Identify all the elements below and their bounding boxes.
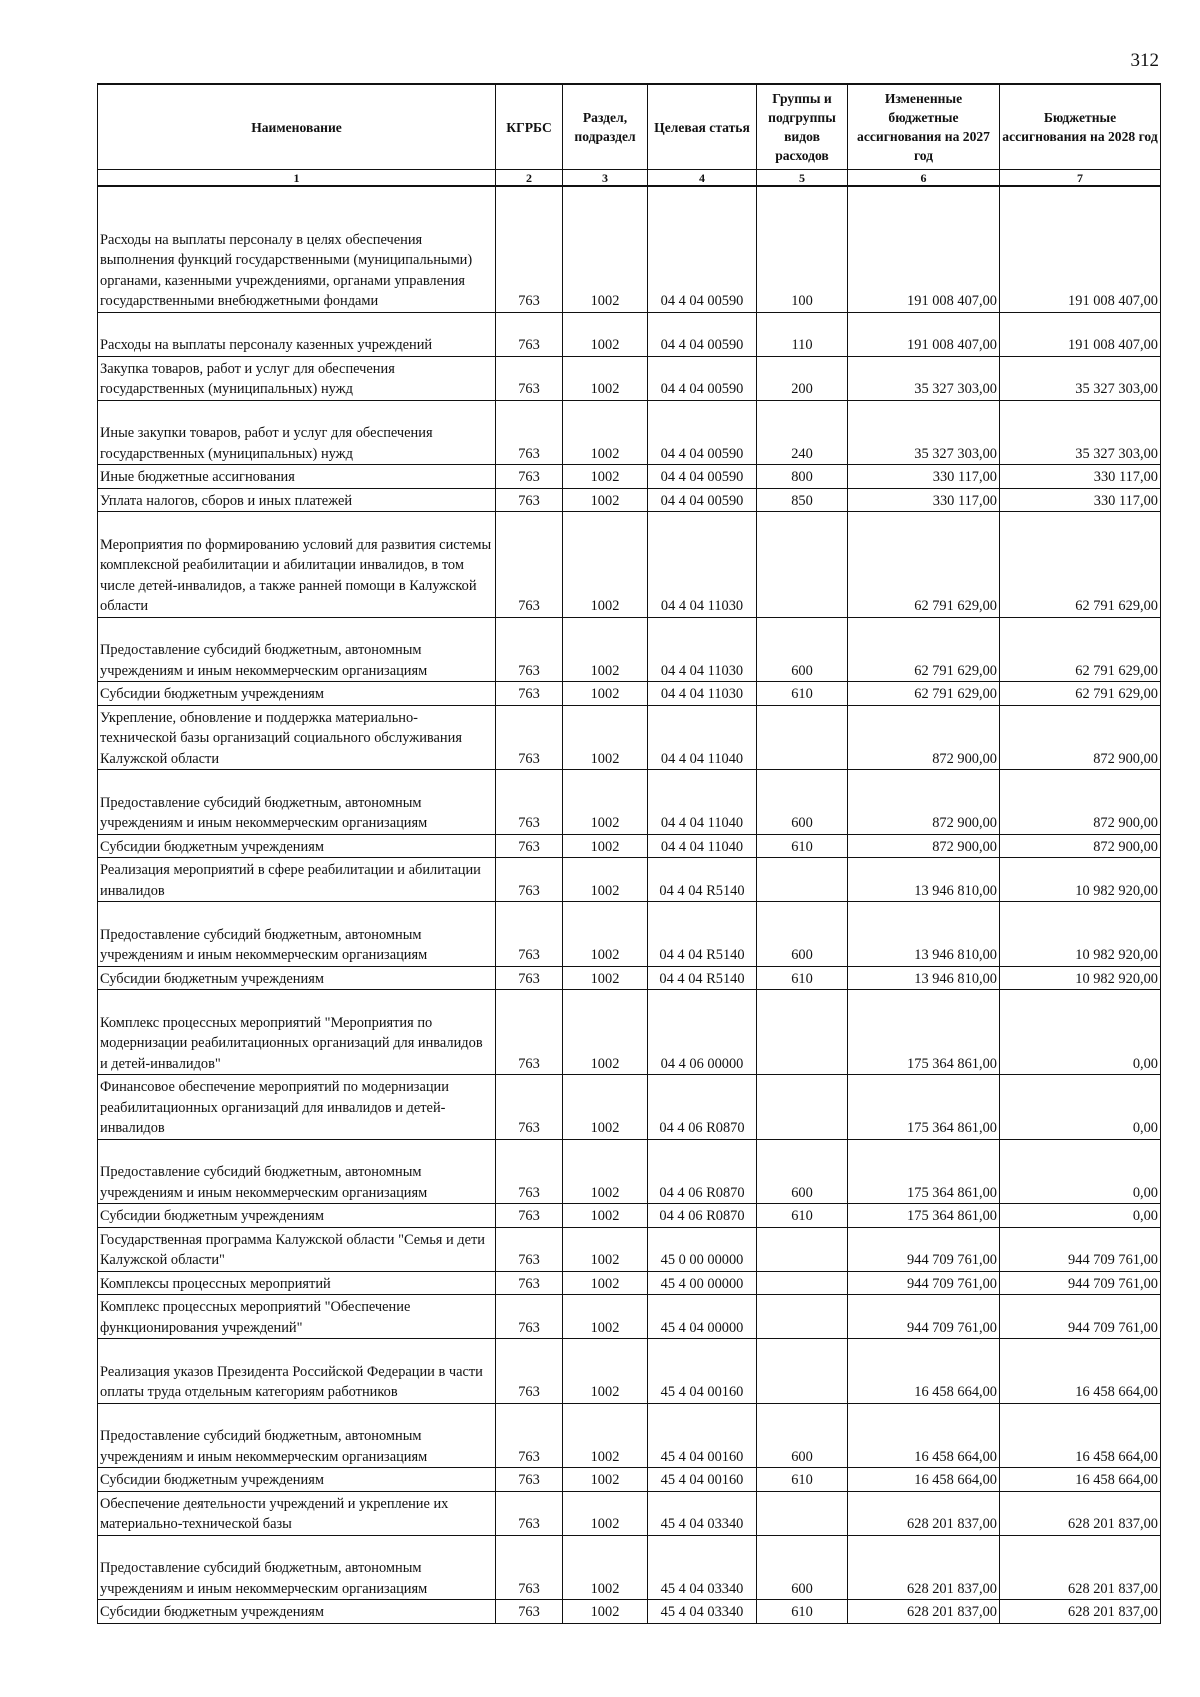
- row-kgrbs: 763: [496, 1468, 563, 1492]
- row-target-article: 45 4 04 03340: [648, 1535, 757, 1600]
- row-name: Уплата налогов, сборов и иных платежей: [98, 488, 496, 512]
- row-expense-group: 610: [757, 1204, 848, 1228]
- row-expense-group: [757, 1075, 848, 1140]
- row-kgrbs: 763: [496, 1227, 563, 1271]
- row-target-article: 04 4 04 11040: [648, 770, 757, 835]
- row-name: Субсидии бюджетным учреждениям: [98, 1204, 496, 1228]
- row-amount-2027: 35 327 303,00: [848, 356, 1000, 400]
- row-name: Комплекс процессных мероприятий "Обеспечение функционирования учреждений": [98, 1295, 496, 1339]
- row-amount-2028: 872 900,00: [1000, 705, 1161, 770]
- header-budget-2028: Бюджетные ассигнования на 2028 год: [1000, 84, 1161, 170]
- row-kgrbs: 763: [496, 1204, 563, 1228]
- row-section: 1002: [563, 902, 648, 967]
- column-number: 3: [563, 170, 648, 187]
- table-row: [98, 1339, 1161, 1404]
- row-section: 1002: [563, 1600, 648, 1624]
- row-name: Предоставление субсидий бюджетным, автономным учреждениям и иным некоммерческим организациям: [98, 770, 496, 835]
- row-section: 1002: [563, 1271, 648, 1295]
- row-amount-2027: 944 709 761,00: [848, 1271, 1000, 1295]
- row-kgrbs: 763: [496, 1403, 563, 1468]
- row-amount-2028: 10 982 920,00: [1000, 966, 1161, 990]
- row-target-article: 04 4 06 R0870: [648, 1204, 757, 1228]
- row-kgrbs: 763: [496, 705, 563, 770]
- row-name: Обеспечение деятельности учреждений и укрепление их материально-технической базы: [98, 1491, 496, 1535]
- page-number: 312: [1130, 50, 1159, 71]
- row-section: 1002: [563, 1295, 648, 1339]
- row-section: 1002: [563, 312, 648, 356]
- row-amount-2028: 16 458 664,00: [1000, 1339, 1161, 1404]
- row-target-article: 45 4 04 00160: [648, 1403, 757, 1468]
- row-expense-group: 600: [757, 770, 848, 835]
- row-section: 1002: [563, 682, 648, 706]
- table-row: [98, 1600, 1161, 1624]
- row-amount-2028: 10 982 920,00: [1000, 858, 1161, 902]
- row-kgrbs: 763: [496, 1339, 563, 1404]
- table-row: [98, 1403, 1161, 1468]
- table-row: [98, 512, 1161, 618]
- row-kgrbs: 763: [496, 1535, 563, 1600]
- row-section: 1002: [563, 858, 648, 902]
- row-section: 1002: [563, 617, 648, 682]
- row-expense-group: 600: [757, 1535, 848, 1600]
- row-expense-group: [757, 1271, 848, 1295]
- row-kgrbs: 763: [496, 834, 563, 858]
- table-row: [98, 312, 1161, 356]
- column-number: 1: [98, 170, 496, 187]
- row-target-article: 04 4 04 11030: [648, 512, 757, 618]
- row-section: 1002: [563, 512, 648, 618]
- table-row: [98, 1295, 1161, 1339]
- row-amount-2027: 944 709 761,00: [848, 1227, 1000, 1271]
- table-row: [98, 1075, 1161, 1140]
- row-name: Предоставление субсидий бюджетным, автономным учреждениям и иным некоммерческим организациям: [98, 1403, 496, 1468]
- row-kgrbs: 763: [496, 966, 563, 990]
- row-expense-group: 110: [757, 312, 848, 356]
- row-expense-group: 610: [757, 1468, 848, 1492]
- row-expense-group: 800: [757, 465, 848, 489]
- row-section: 1002: [563, 1403, 648, 1468]
- row-target-article: 04 4 06 R0870: [648, 1075, 757, 1140]
- row-expense-group: 600: [757, 617, 848, 682]
- row-amount-2027: 175 364 861,00: [848, 1139, 1000, 1204]
- row-name: Закупка товаров, работ и услуг для обеспечения государственных (муниципальных) нужд: [98, 356, 496, 400]
- row-target-article: 04 4 06 R0870: [648, 1139, 757, 1204]
- row-amount-2028: 0,00: [1000, 1204, 1161, 1228]
- row-amount-2028: 10 982 920,00: [1000, 902, 1161, 967]
- row-amount-2028: 35 327 303,00: [1000, 400, 1161, 465]
- row-section: 1002: [563, 1227, 648, 1271]
- row-section: 1002: [563, 400, 648, 465]
- table-row: [98, 465, 1161, 489]
- row-expense-group: 240: [757, 400, 848, 465]
- row-amount-2027: 191 008 407,00: [848, 312, 1000, 356]
- row-amount-2027: 16 458 664,00: [848, 1468, 1000, 1492]
- table-row: [98, 1204, 1161, 1228]
- table-body: [98, 186, 1161, 1623]
- row-expense-group: 610: [757, 966, 848, 990]
- row-amount-2027: 175 364 861,00: [848, 1204, 1000, 1228]
- row-target-article: 45 4 04 00160: [648, 1339, 757, 1404]
- row-amount-2028: 872 900,00: [1000, 770, 1161, 835]
- table-row: [98, 186, 1161, 312]
- row-section: 1002: [563, 1535, 648, 1600]
- row-amount-2027: 62 791 629,00: [848, 512, 1000, 618]
- row-expense-group: 100: [757, 186, 848, 312]
- row-amount-2028: 62 791 629,00: [1000, 682, 1161, 706]
- row-target-article: 45 4 04 00160: [648, 1468, 757, 1492]
- row-amount-2027: 13 946 810,00: [848, 902, 1000, 967]
- row-kgrbs: 763: [496, 400, 563, 465]
- table-row: [98, 1271, 1161, 1295]
- row-expense-group: [757, 990, 848, 1075]
- row-target-article: 04 4 04 R5140: [648, 858, 757, 902]
- row-expense-group: 610: [757, 682, 848, 706]
- row-amount-2027: 628 201 837,00: [848, 1491, 1000, 1535]
- row-amount-2028: 330 117,00: [1000, 488, 1161, 512]
- row-section: 1002: [563, 1075, 648, 1140]
- row-expense-group: 850: [757, 488, 848, 512]
- row-target-article: 04 4 04 00590: [648, 186, 757, 312]
- row-kgrbs: 763: [496, 858, 563, 902]
- table-row: [98, 902, 1161, 967]
- table-row: [98, 966, 1161, 990]
- row-target-article: 45 4 04 03340: [648, 1491, 757, 1535]
- row-name: Субсидии бюджетным учреждениям: [98, 834, 496, 858]
- row-amount-2027: 13 946 810,00: [848, 966, 1000, 990]
- row-target-article: 04 4 04 00590: [648, 312, 757, 356]
- table-row: [98, 834, 1161, 858]
- row-amount-2027: 62 791 629,00: [848, 617, 1000, 682]
- row-amount-2027: 872 900,00: [848, 705, 1000, 770]
- row-target-article: 04 4 04 11040: [648, 834, 757, 858]
- row-kgrbs: 763: [496, 356, 563, 400]
- row-target-article: 04 4 04 11030: [648, 617, 757, 682]
- table-row: [98, 858, 1161, 902]
- row-section: 1002: [563, 966, 648, 990]
- row-amount-2028: 944 709 761,00: [1000, 1271, 1161, 1295]
- row-amount-2027: 330 117,00: [848, 465, 1000, 489]
- row-name: Укрепление, обновление и поддержка материально-технической базы организаций социального обслуживания Калужской области: [98, 705, 496, 770]
- row-target-article: 04 4 04 00590: [648, 465, 757, 489]
- row-amount-2027: 191 008 407,00: [848, 186, 1000, 312]
- row-amount-2028: 0,00: [1000, 990, 1161, 1075]
- row-section: 1002: [563, 465, 648, 489]
- table-row: [98, 990, 1161, 1075]
- row-target-article: 04 4 04 R5140: [648, 966, 757, 990]
- row-section: 1002: [563, 770, 648, 835]
- row-amount-2028: 872 900,00: [1000, 834, 1161, 858]
- row-kgrbs: 763: [496, 488, 563, 512]
- row-expense-group: 610: [757, 834, 848, 858]
- row-expense-group: [757, 1339, 848, 1404]
- row-name: Предоставление субсидий бюджетным, автономным учреждениям и иным некоммерческим организациям: [98, 902, 496, 967]
- row-amount-2027: 13 946 810,00: [848, 858, 1000, 902]
- row-amount-2028: 944 709 761,00: [1000, 1227, 1161, 1271]
- row-amount-2028: 0,00: [1000, 1075, 1161, 1140]
- table-row: [98, 1468, 1161, 1492]
- row-target-article: 45 0 00 00000: [648, 1227, 757, 1271]
- row-expense-group: 200: [757, 356, 848, 400]
- row-target-article: 04 4 04 00590: [648, 356, 757, 400]
- row-kgrbs: 763: [496, 512, 563, 618]
- header-kgrbs: КГРБС: [496, 84, 563, 170]
- row-kgrbs: 763: [496, 1075, 563, 1140]
- table-row: [98, 356, 1161, 400]
- column-number-row: [98, 170, 1161, 187]
- row-amount-2028: 628 201 837,00: [1000, 1600, 1161, 1624]
- row-target-article: 04 4 04 00590: [648, 400, 757, 465]
- row-amount-2027: 628 201 837,00: [848, 1600, 1000, 1624]
- row-target-article: 04 4 04 11030: [648, 682, 757, 706]
- row-amount-2027: 35 327 303,00: [848, 400, 1000, 465]
- column-number: 7: [1000, 170, 1161, 187]
- row-target-article: 04 4 04 11040: [648, 705, 757, 770]
- table-row: [98, 682, 1161, 706]
- row-target-article: 45 4 04 00000: [648, 1295, 757, 1339]
- row-name: Иные бюджетные ассигнования: [98, 465, 496, 489]
- row-section: 1002: [563, 1491, 648, 1535]
- row-amount-2028: 944 709 761,00: [1000, 1295, 1161, 1339]
- table-row: [98, 1227, 1161, 1271]
- row-expense-group: [757, 858, 848, 902]
- row-kgrbs: 763: [496, 902, 563, 967]
- row-expense-group: 600: [757, 1403, 848, 1468]
- row-kgrbs: 763: [496, 617, 563, 682]
- row-name: Комплексы процессных мероприятий: [98, 1271, 496, 1295]
- row-section: 1002: [563, 488, 648, 512]
- row-name: Мероприятия по формированию условий для развития системы комплексной реабилитации и абилитации инвалидов, в том числе детей-инвалидов, а также ранней помощи в Калужской области: [98, 512, 496, 618]
- row-name: Предоставление субсидий бюджетным, автономным учреждениям и иным некоммерческим организациям: [98, 1139, 496, 1204]
- row-amount-2028: 191 008 407,00: [1000, 312, 1161, 356]
- column-number: 6: [848, 170, 1000, 187]
- row-amount-2027: 175 364 861,00: [848, 990, 1000, 1075]
- row-amount-2027: 62 791 629,00: [848, 682, 1000, 706]
- row-name: Иные закупки товаров, работ и услуг для обеспечения государственных (муниципальных) нужд: [98, 400, 496, 465]
- row-kgrbs: 763: [496, 1491, 563, 1535]
- row-amount-2027: 330 117,00: [848, 488, 1000, 512]
- row-expense-group: [757, 705, 848, 770]
- row-amount-2028: 16 458 664,00: [1000, 1468, 1161, 1492]
- row-kgrbs: 763: [496, 312, 563, 356]
- row-amount-2027: 628 201 837,00: [848, 1535, 1000, 1600]
- row-expense-group: [757, 1295, 848, 1339]
- column-number: 5: [757, 170, 848, 187]
- table-header-row: [98, 84, 1161, 170]
- row-name: Реализация указов Президента Российской Федерации в части оплаты труда отдельным категориям работников: [98, 1339, 496, 1404]
- row-name: Субсидии бюджетным учреждениям: [98, 1468, 496, 1492]
- row-section: 1002: [563, 990, 648, 1075]
- row-amount-2027: 944 709 761,00: [848, 1295, 1000, 1339]
- row-amount-2028: 330 117,00: [1000, 465, 1161, 489]
- row-name: Реализация мероприятий в сфере реабилитации и абилитации инвалидов: [98, 858, 496, 902]
- row-expense-group: [757, 1491, 848, 1535]
- header-group: Группы и подгруппы видов расходов: [757, 84, 848, 170]
- row-section: 1002: [563, 1339, 648, 1404]
- table-row: [98, 705, 1161, 770]
- row-name: Комплекс процессных мероприятий "Мероприятия по модернизации реабилитационных организаций для инвалидов и детей-инвалидов": [98, 990, 496, 1075]
- row-section: 1002: [563, 705, 648, 770]
- table-row: [98, 1491, 1161, 1535]
- row-amount-2028: 16 458 664,00: [1000, 1403, 1161, 1468]
- row-section: 1002: [563, 1139, 648, 1204]
- row-amount-2028: 628 201 837,00: [1000, 1491, 1161, 1535]
- row-amount-2027: 16 458 664,00: [848, 1403, 1000, 1468]
- row-expense-group: [757, 1227, 848, 1271]
- header-name: Наименование: [98, 84, 496, 170]
- row-name: Государственная программа Калужской области "Семья и дети Калужской области": [98, 1227, 496, 1271]
- row-kgrbs: 763: [496, 186, 563, 312]
- column-number: 4: [648, 170, 757, 187]
- column-number: 2: [496, 170, 563, 187]
- row-name: Расходы на выплаты персоналу казенных учреждений: [98, 312, 496, 356]
- table-row: [98, 400, 1161, 465]
- row-target-article: 04 4 06 00000: [648, 990, 757, 1075]
- table-row: [98, 617, 1161, 682]
- row-target-article: 45 4 04 03340: [648, 1600, 757, 1624]
- row-target-article: 04 4 04 R5140: [648, 902, 757, 967]
- row-kgrbs: 763: [496, 465, 563, 489]
- table-row: [98, 488, 1161, 512]
- row-name: Субсидии бюджетным учреждениям: [98, 1600, 496, 1624]
- row-kgrbs: 763: [496, 770, 563, 835]
- row-kgrbs: 763: [496, 1600, 563, 1624]
- row-name: Предоставление субсидий бюджетным, автономным учреждениям и иным некоммерческим организациям: [98, 1535, 496, 1600]
- row-section: 1002: [563, 186, 648, 312]
- row-kgrbs: 763: [496, 682, 563, 706]
- row-section: 1002: [563, 1204, 648, 1228]
- row-expense-group: [757, 512, 848, 618]
- row-amount-2028: 0,00: [1000, 1139, 1161, 1204]
- row-name: Субсидии бюджетным учреждениям: [98, 682, 496, 706]
- row-target-article: 04 4 04 00590: [648, 488, 757, 512]
- row-expense-group: 600: [757, 1139, 848, 1204]
- row-section: 1002: [563, 1468, 648, 1492]
- row-amount-2028: 628 201 837,00: [1000, 1535, 1161, 1600]
- row-amount-2028: 62 791 629,00: [1000, 512, 1161, 618]
- row-kgrbs: 763: [496, 1139, 563, 1204]
- row-amount-2027: 16 458 664,00: [848, 1339, 1000, 1404]
- row-amount-2028: 62 791 629,00: [1000, 617, 1161, 682]
- row-section: 1002: [563, 834, 648, 858]
- row-amount-2028: 35 327 303,00: [1000, 356, 1161, 400]
- row-amount-2027: 872 900,00: [848, 770, 1000, 835]
- row-kgrbs: 763: [496, 1295, 563, 1339]
- row-amount-2027: 175 364 861,00: [848, 1075, 1000, 1140]
- row-expense-group: 600: [757, 902, 848, 967]
- table-row: [98, 770, 1161, 835]
- row-kgrbs: 763: [496, 1271, 563, 1295]
- header-target: Целевая статья: [648, 84, 757, 170]
- row-name: Субсидии бюджетным учреждениям: [98, 966, 496, 990]
- row-target-article: 45 4 00 00000: [648, 1271, 757, 1295]
- row-name: Предоставление субсидий бюджетным, автономным учреждениям и иным некоммерческим организациям: [98, 617, 496, 682]
- header-section: Раздел, подраздел: [563, 84, 648, 170]
- row-amount-2028: 191 008 407,00: [1000, 186, 1161, 312]
- row-amount-2027: 872 900,00: [848, 834, 1000, 858]
- row-kgrbs: 763: [496, 990, 563, 1075]
- header-changed-2027: Измененные бюджетные ассигнования на 2027 год: [848, 84, 1000, 170]
- row-name: Финансовое обеспечение мероприятий по модернизации реабилитационных организаций для инвалидов и детей-инвалидов: [98, 1075, 496, 1140]
- row-name: Расходы на выплаты персоналу в целях обеспечения выполнения функций государственными (муниципальными) органами, казенными учреждениями, органами управления государственными внебюджетными фондами: [98, 186, 496, 312]
- row-expense-group: 610: [757, 1600, 848, 1624]
- row-section: 1002: [563, 356, 648, 400]
- table-row: [98, 1535, 1161, 1600]
- budget-table: [97, 83, 1161, 1624]
- table-row: [98, 1139, 1161, 1204]
